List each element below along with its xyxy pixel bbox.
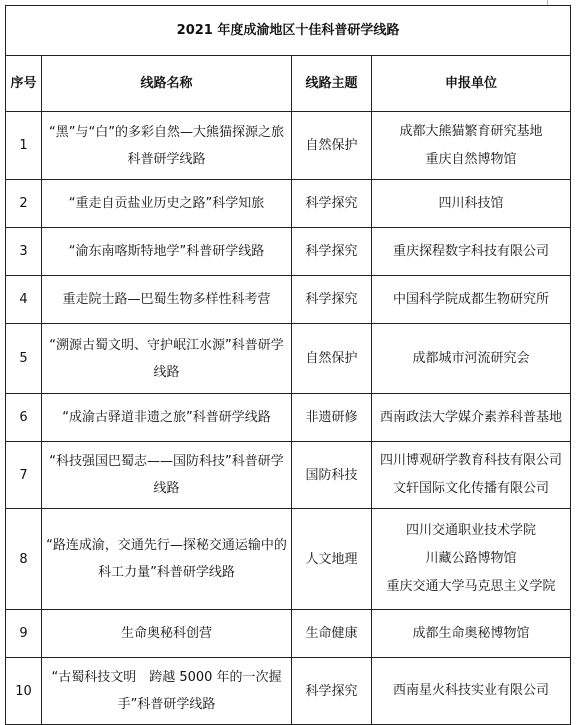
row-number: 2 <box>6 180 42 228</box>
applicant-units <box>372 112 571 180</box>
route-name: “路连成渝，交通先行—探秘交通运输中的科工力量”科普研学线路 <box>42 509 292 610</box>
table-row <box>6 324 571 394</box>
applicant-unit: 四川科技馆 <box>438 195 504 211</box>
applicant-unit: 川藏公路博物馆 <box>425 551 517 566</box>
table-body <box>6 112 571 725</box>
applicant-unit: 文轩国际文化传播有限公司 <box>393 481 550 496</box>
header-route-name: 线路名称 <box>42 56 292 112</box>
route-name: 生命奥秘科创营 <box>42 610 292 658</box>
row-number: 3 <box>6 228 42 276</box>
table-row <box>6 180 571 228</box>
applicant-unit: 重庆自然博物馆 <box>425 151 517 167</box>
applicant-units <box>372 658 571 725</box>
applicant-unit: 成都生命奥秘博物馆 <box>412 625 530 641</box>
applicant-unit: 重庆探程数字科技有限公司 <box>393 243 550 259</box>
route-name: “重走自贡盐业历史之路”科学知旅 <box>42 180 292 228</box>
table-row <box>6 276 571 324</box>
document <box>5 5 570 725</box>
route-theme: 科学探究 <box>292 658 372 725</box>
row-number: 6 <box>6 394 42 442</box>
header-theme: 线路主题 <box>292 56 372 112</box>
row-number: 1 <box>6 112 42 180</box>
applicant-units <box>372 394 571 442</box>
applicant-unit: 四川交通职业技术学院 <box>406 523 537 538</box>
route-name: “溯源古蜀文明、守护岷江水源”科普研学线路 <box>42 324 292 394</box>
row-number: 9 <box>6 610 42 658</box>
route-theme: 科学探究 <box>292 276 372 324</box>
table-row <box>6 658 571 725</box>
route-theme: 非遗研修 <box>292 394 372 442</box>
header-row <box>6 56 571 112</box>
table-row <box>6 442 571 509</box>
route-name: “科技强国巴蜀志——国防科技”科普研学线路 <box>42 442 292 509</box>
applicant-units <box>372 228 571 276</box>
route-theme: 自然保护 <box>292 324 372 394</box>
row-number: 5 <box>6 324 42 394</box>
row-number: 8 <box>6 509 42 610</box>
applicant-units <box>372 509 571 610</box>
route-theme: 科学探究 <box>292 180 372 228</box>
route-theme: 自然保护 <box>292 112 372 180</box>
applicant-units <box>372 276 571 324</box>
table-row <box>6 610 571 658</box>
header-no: 序号 <box>6 56 42 112</box>
applicant-unit: 中国科学院成都生物研究所 <box>393 291 550 307</box>
route-name: “渝东南喀斯特地学”科普研学线路 <box>42 228 292 276</box>
route-theme: 人文地理 <box>292 509 372 610</box>
row-number: 10 <box>6 658 42 725</box>
row-number: 4 <box>6 276 42 324</box>
table-row <box>6 394 571 442</box>
header-unit: 申报单位 <box>372 56 571 112</box>
route-name: 重走院士路—巴蜀生物多样性科考营 <box>42 276 292 324</box>
route-name: “黑”与“白”的多彩自然—大熊猫探源之旅科普研学线路 <box>42 112 292 180</box>
applicant-units <box>372 610 571 658</box>
applicant-unit: 重庆交通大学马克思主义学院 <box>386 579 556 594</box>
route-theme: 科学探究 <box>292 228 372 276</box>
applicant-units <box>372 324 571 394</box>
row-number: 7 <box>6 442 42 509</box>
table-row <box>6 509 571 610</box>
applicant-unit: 西南政法大学媒介素养科普基地 <box>380 409 563 425</box>
table-title: 2021 年度成渝地区十佳科普研学线路 <box>6 6 571 56</box>
route-name: “成渝古驿道非遗之旅”科普研学线路 <box>42 394 292 442</box>
applicant-units <box>372 180 571 228</box>
routes-table <box>5 5 571 725</box>
applicant-unit: 成都城市河流研究会 <box>412 350 530 366</box>
applicant-unit: 四川博观研学教育科技有限公司 <box>380 453 563 468</box>
route-theme: 生命健康 <box>292 610 372 658</box>
table-row <box>6 112 571 180</box>
applicant-unit: 成都大熊猫繁育研究基地 <box>399 123 543 139</box>
route-name: “古蜀科技文明 跨越 5000 年的一次握手”科普研学线路 <box>42 658 292 725</box>
route-theme: 国防科技 <box>292 442 372 509</box>
applicant-unit: 西南星火科技实业有限公司 <box>393 683 550 698</box>
applicant-units <box>372 442 571 509</box>
table-row <box>6 228 571 276</box>
